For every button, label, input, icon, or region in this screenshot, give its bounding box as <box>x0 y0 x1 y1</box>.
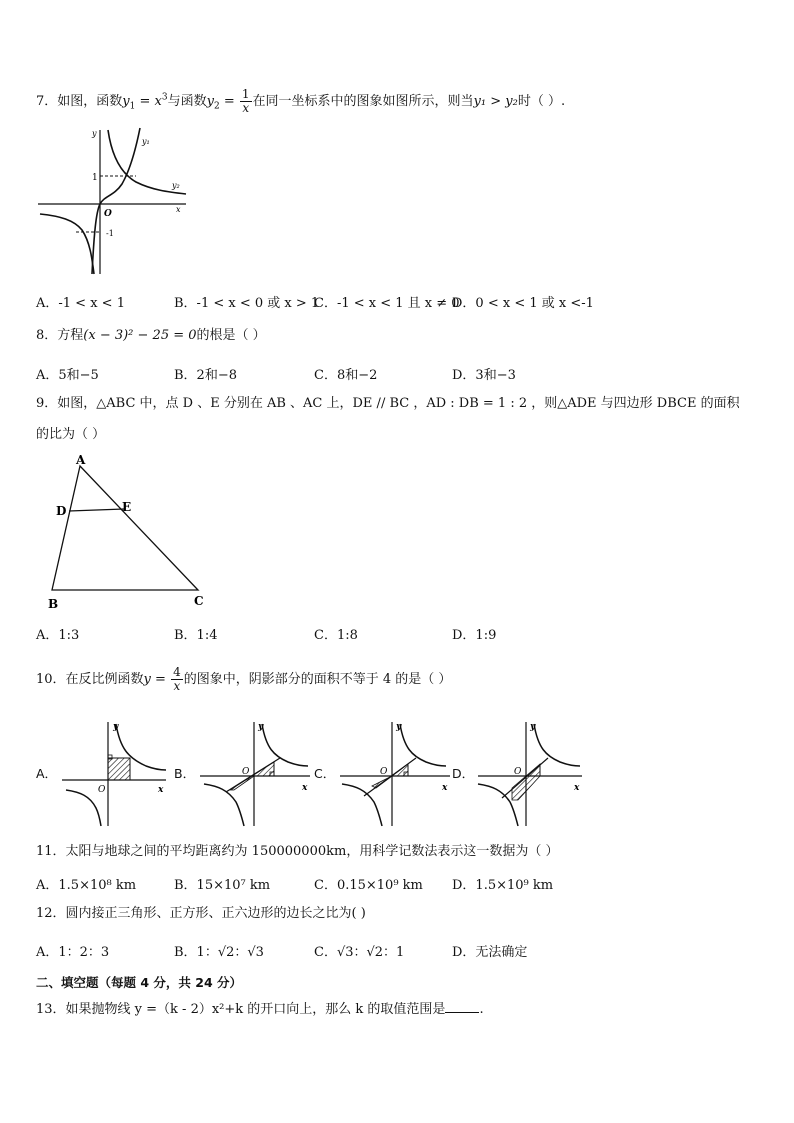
q7-frac-num: 1 <box>241 87 250 101</box>
q8-stem-a: 8．方程 <box>36 328 84 343</box>
origin-label: O <box>242 767 250 777</box>
q7-cubic-curve <box>92 128 140 274</box>
q7-eq2: = <box>219 94 239 109</box>
q7-neg-one-label: -1 <box>106 229 114 238</box>
q9-option-d[interactable]: D．1:9 <box>452 628 497 643</box>
q12-option-c[interactable]: C．√3：√2：1 <box>314 945 405 960</box>
q11-option-d[interactable]: D．1.5×10⁹ km <box>452 878 554 893</box>
q7-sub2: 2 <box>213 101 220 112</box>
x-label: x <box>574 783 580 793</box>
q7-mid: 与函数 <box>167 94 207 109</box>
hyperbola-left <box>204 784 244 826</box>
q9-option-b[interactable]: B．1:4 <box>174 628 218 643</box>
q10-option-c-label[interactable]: C． <box>314 766 336 781</box>
q9-option-c[interactable]: C．1:8 <box>314 628 358 643</box>
q7-y2-label: y₂ <box>172 181 180 190</box>
q10-graph-a[interactable] <box>62 718 170 828</box>
q7-one-label: 1 <box>92 173 98 183</box>
q7-y1-label: y₁ <box>142 137 150 146</box>
shaded-rectangle <box>108 758 130 780</box>
q7-eq1: = x <box>135 94 162 109</box>
y-label: y <box>113 722 119 732</box>
origin-label: O <box>514 767 522 777</box>
q8-option-c[interactable]: C．8和−2 <box>314 368 378 383</box>
question-7-stem <box>36 88 565 116</box>
q10-func-y: y = <box>143 672 171 687</box>
hyperbola-left <box>66 790 101 826</box>
q10-graph-c[interactable] <box>336 718 454 828</box>
q12-option-d[interactable]: D．无法确定 <box>452 945 528 960</box>
x-label: x <box>442 783 448 793</box>
q8-equation: (x − 3)² − 25 = 0 <box>83 328 197 343</box>
y-label: y <box>396 722 402 732</box>
q9-label-b: B <box>48 597 59 611</box>
question-13-stem <box>36 1000 484 1019</box>
q8-option-a[interactable]: A．5和−5 <box>36 368 99 383</box>
question-11-stem: 11．太阳与地球之间的平均距离约为 150000000km，用科学记数法表示这一数据为（ ） <box>36 844 559 859</box>
q9-option-a[interactable]: A．1:3 <box>36 628 80 643</box>
q7-hyperbola-left <box>40 214 94 274</box>
diagonal-line <box>364 758 416 796</box>
q10-option-a-label[interactable]: A． <box>36 766 58 781</box>
q9-label-e: E <box>122 500 132 514</box>
q10-option-b-label[interactable]: B． <box>174 766 196 781</box>
q11-option-b[interactable]: B．15×10⁷ km <box>174 878 271 893</box>
q8-option-d[interactable]: D．3和−3 <box>452 368 516 383</box>
q13-answer-blank[interactable] <box>445 1000 479 1013</box>
hyperbola-right <box>534 724 580 766</box>
q9-label-a: A <box>76 453 86 467</box>
q11-option-a[interactable]: A．1.5×10⁸ km <box>36 878 137 893</box>
q7-option-b[interactable]: B．-1 < x < 0 或 x > 1 <box>174 296 320 311</box>
q12-option-b[interactable]: B．1：√2：√3 <box>174 945 264 960</box>
q7-origin-label: O <box>104 209 112 219</box>
x-label: x <box>302 783 308 793</box>
q13-stem-a: 13．如果抛物线 y =（k - 2）x²+k 的开口向上，那么 k 的取值范围是 <box>36 1002 446 1017</box>
q9-label-d: D <box>56 504 67 518</box>
q7-option-a[interactable]: A．-1 < x < 1 <box>36 296 125 311</box>
question-9-line2: 的比为（ ） <box>36 427 106 442</box>
question-8-stem <box>36 327 266 345</box>
q7-graph <box>36 124 192 276</box>
q7-x-label: x <box>176 205 181 214</box>
question-10-stem <box>36 666 451 693</box>
q9-segment-de <box>69 509 124 511</box>
q12-option-a[interactable]: A．1：2：3 <box>36 945 110 960</box>
q9-triangle-abc <box>52 466 198 590</box>
q10-option-d-label[interactable]: D． <box>452 766 475 781</box>
q10-prefix: 10．在反比例函数 <box>36 672 144 687</box>
q10-suffix: 的图象中，阴影部分的面积不等于 4 的是（ ） <box>183 672 452 687</box>
q7-option-d[interactable]: D．0 < x < 1 或 x <-1 <box>452 296 594 311</box>
q7-y2: y <box>206 94 214 109</box>
q13-stem-b: . <box>479 1002 484 1017</box>
q7-tail: 时（ ）. <box>517 94 566 109</box>
q10-graph-d[interactable] <box>474 718 586 828</box>
y-label: y <box>258 722 264 732</box>
q7-y1: y <box>122 94 130 109</box>
q7-after: 在同一坐标系中的图象如图所示，则当 <box>252 94 474 109</box>
hyperbola-right <box>400 724 446 766</box>
question-12-stem: 12．圆内接正三角形、正方形、正六边形的边长之比为( ) <box>36 906 366 921</box>
origin-label: O <box>380 767 388 777</box>
q7-frac-den: x <box>242 101 250 115</box>
q7-fraction <box>240 88 252 115</box>
q11-option-c[interactable]: C．0.15×10⁹ km <box>314 878 423 893</box>
q7-y-label: y <box>92 129 97 138</box>
q10-graph-b[interactable] <box>196 718 314 828</box>
q10-fraction <box>171 666 183 693</box>
q7-prefix: 7．如图，函数 <box>36 94 123 109</box>
q10-frac-den: x <box>173 679 181 693</box>
q7-cond: y₁ > y₂ <box>473 94 518 109</box>
y-label: y <box>530 722 536 732</box>
q10-frac-num: 4 <box>173 665 181 679</box>
hyperbola-left <box>342 784 382 826</box>
x-label: x <box>158 785 164 795</box>
q8-option-b[interactable]: B．2和−8 <box>174 368 237 383</box>
q7-option-c[interactable]: C．-1 < x < 1 且 x ≠ 0 <box>314 296 460 311</box>
question-9-line1: 9．如图，△ABC 中，点 D 、E 分别在 AB 、AC 上，DE // BC ，AD : DB = 1 : 2 ，则△ADE 与四边形 DBCE 的面积 <box>36 396 740 411</box>
q7-sub1: 1 <box>129 101 136 112</box>
q9-triangle-figure <box>42 450 222 618</box>
origin-label: O <box>98 785 106 795</box>
q8-stem-b: 的根是（ ） <box>196 328 266 343</box>
q7-sup3: 3 <box>161 92 168 103</box>
hyperbola-right <box>262 724 308 766</box>
section-2-title: 二、填空题（每题 4 分，共 24 分） <box>36 975 243 990</box>
q9-label-c: C <box>194 594 204 608</box>
